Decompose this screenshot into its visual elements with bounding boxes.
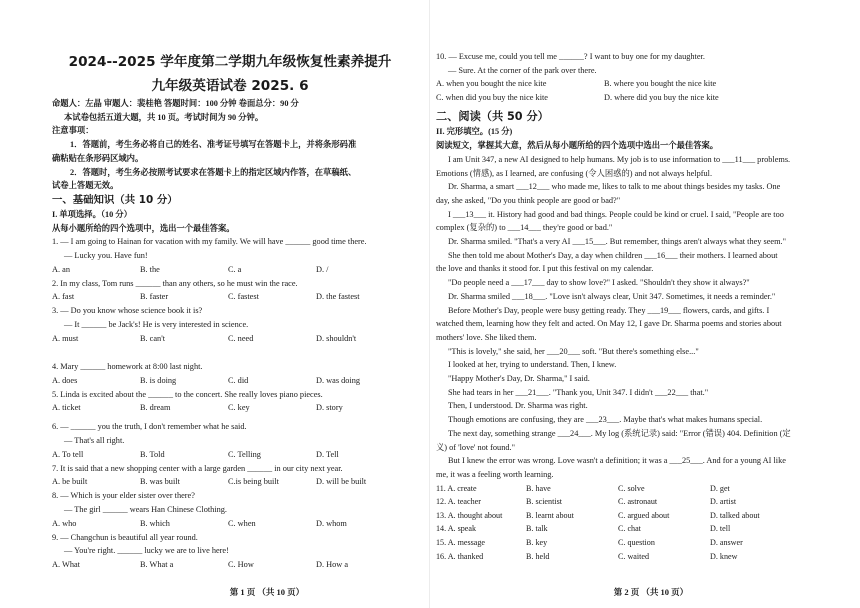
passage-line: She had tears in her ___21___. "Thank you, Unit 347. I didn't ___22___ that." — [448, 387, 709, 397]
question-4-options — [52, 374, 408, 388]
passage-line: mothers' love. She liked them. — [436, 332, 537, 342]
cloze-option-cell: C. argued about — [618, 510, 670, 520]
notice-2a: 2．答题时，考生务必按照考试要求在答题卡上的指定区域内作答，在草稿纸、 — [70, 167, 357, 177]
part-2-heading: II. 完形填空。(15 分) — [436, 127, 513, 137]
question-3-option-d: D. shouldn't — [316, 333, 357, 343]
part-2-instructions: 阅读短文，掌握其大意，然后从每小题所给的四个选项中选出一个最佳答案。 — [436, 141, 719, 151]
q10-options — [436, 77, 832, 91]
exam-title: 2024--2025 学年度第二学期九年级恢复性素养提升 — [68, 54, 392, 70]
question-4-option-d: D. was doing — [316, 375, 361, 385]
cloze-option-cell: 16. A. thanked — [436, 551, 484, 561]
exam-meta: 命题人：左晶 审题人：裴桂艳 答题时间：100 分钟 卷面总分：90 分 — [52, 99, 299, 108]
q10-option-c: C. when did you buy the nice kite — [436, 93, 548, 103]
question-9-line: — You're right. ______ lucky we are to live here! — [64, 546, 229, 556]
question-5-line: 5. Linda is excited about the ______ to the concert. She really loves piano pieces. — [52, 389, 323, 399]
question-2-option-b: B. faster — [140, 292, 169, 302]
section-1-heading: 一、基础知识（共 10 分） — [52, 193, 178, 206]
question-5-option-c: C. key — [228, 403, 250, 413]
question-9-line: 9. — Changchun is beautiful all year round. — [52, 532, 198, 542]
cloze-option-cell: C. solve — [618, 483, 645, 493]
question-2-option-a: A. fast — [52, 292, 75, 302]
question-3-option-c: C. need — [228, 333, 254, 343]
cloze-option-cell: B. have — [526, 483, 551, 493]
passage-line: 义) of 'love' not found." — [436, 442, 515, 452]
question-1-option-c: C. a — [228, 264, 242, 274]
question-1-options — [52, 263, 408, 277]
question-5-option-a: A. ticket — [52, 403, 81, 413]
passage-line: "Happy Mother's Day, Dr. Sharma," I said. — [448, 374, 590, 384]
question-4-option-b: B. is doing — [140, 375, 177, 385]
part-1-heading: I. 单项选择。（10 分） — [52, 209, 132, 219]
q10-option-b: B. where you bought the nice kite — [604, 79, 717, 89]
question-7-option-c: C.is being built — [228, 477, 279, 487]
question-7-line: 7. It is said that a new shopping center with a large garden ______ in our city next year. — [52, 463, 343, 473]
q10-options-2 — [436, 91, 832, 105]
notice-2b: 试卷上答题无效。 — [52, 181, 119, 191]
passage-line: Dr. Sharma smiled. "That's a very AI ___15___. But remember, things aren't always what they seem." — [448, 237, 787, 247]
question-8-option-d: D. whom — [316, 518, 347, 528]
question-9-option-d: D. How a — [316, 560, 349, 570]
question-3-option-b: B. can't — [140, 333, 165, 343]
question-6-option-c: C. Telling — [228, 449, 261, 459]
question-5-option-d: D. story — [316, 403, 343, 413]
cloze-option-cell: B. key — [526, 538, 548, 548]
page-2-footer: 第 2 页 （共 10 页） — [613, 587, 689, 597]
cloze-option-cell: D. get — [710, 483, 730, 493]
question-8-option-a: A. who — [52, 518, 77, 528]
question-9-options — [52, 558, 408, 572]
passage-line: the love and thanks it stood for. I put this festival on my calendar. — [436, 264, 654, 274]
cloze-option-cell: 13. A. thought about — [436, 510, 503, 520]
notice-1b: 确粘贴在条形码区域内。 — [52, 153, 144, 163]
cloze-passage — [436, 153, 832, 482]
cloze-option-cell: D. talked about — [710, 510, 760, 520]
question-3-option-a: A. must — [52, 333, 79, 343]
question-7-option-b: B. was built — [140, 477, 180, 487]
passage-line: Then, I understood. Dr. Sharma was right. — [448, 401, 588, 411]
question-9-option-b: B. What a — [140, 560, 174, 570]
passage-line: But I knew the error was wrong. Love wasn't a definition; it was a ___25___. And for a young AI like — [448, 456, 786, 466]
question-4-option-a: A. does — [52, 375, 78, 385]
q10-line-2: — Sure. At the corner of the park over there. — [448, 65, 597, 75]
page-1-footer: 第 1 页 （共 10 页） — [229, 587, 305, 597]
question-6-line: 6. — ______ you the truth, I don't remember what he said. — [52, 422, 247, 432]
cloze-options-table — [436, 482, 832, 564]
question-6-option-b: B. Told — [140, 449, 165, 459]
passage-line: me, it was a feeling worth learning. — [436, 469, 554, 479]
passage-line: She then told me about Mother's Day, a day when children ___16___ their mothers. I learned about — [448, 250, 778, 260]
question-1-line: 1. — I am going to Hainan for vacation with my family. We will have ______ good time there. — [52, 237, 367, 247]
cloze-option-cell: B. talk — [526, 524, 548, 534]
cloze-option-cell: 15. A. message — [436, 538, 486, 548]
question-7-options — [52, 475, 408, 489]
cloze-option-cell: 14. A. speak — [436, 524, 477, 534]
cloze-option-cell: 11. A. create — [436, 483, 477, 493]
question-1-option-b: B. the — [140, 264, 160, 274]
passage-line: Before Mother's Day, people were busy getting ready. They ___19___ flowers, cards, and gifts. I — [448, 305, 770, 315]
question-4-line: 4. Mary ______ homework at 8:00 last night. — [52, 361, 203, 371]
question-8-options — [52, 517, 408, 531]
question-2-option-d: D. the fastest — [316, 292, 360, 302]
cloze-option-cell: C. question — [618, 538, 655, 548]
q10-line-1: 10. — Excuse me, could you tell me ______? I want to buy one for my daughter. — [436, 52, 705, 61]
question-2-options — [52, 290, 408, 304]
cloze-option-cell: D. answer — [710, 538, 743, 548]
cloze-option-cell: C. chat — [618, 524, 641, 534]
question-7-option-d: D. will be built — [316, 477, 367, 487]
passage-line: I am Unit 347, a new AI designed to help humans. My job is to use information to ___11___ problems. — [448, 154, 791, 164]
cloze-option-cell: C. waited — [618, 551, 650, 561]
question-4-option-c: C. did — [228, 375, 249, 385]
passage-line: watched them, learning how they felt and acted. On May 12, I gave Dr. Sharma poems and stories about — [436, 319, 782, 329]
question-6-options — [52, 448, 408, 462]
question-1-option-d: D. / — [316, 264, 329, 274]
cloze-option-cell: C. astronaut — [618, 497, 658, 507]
exam-subtitle: 九年级英语试卷 2025. 6 — [151, 78, 309, 94]
exam-meta-2: 本试卷包括五道大题，共 10 页。考试时间为 90 分钟。 — [64, 112, 264, 122]
cloze-option-cell: B. held — [526, 551, 550, 561]
question-2-line: 2. In my class, Tom runs ______ than any others, so he must win the race. — [52, 278, 298, 288]
question-1-line: — Lucky you. Have fun! — [64, 251, 148, 261]
question-1-option-a: A. an — [52, 264, 70, 274]
exam-page-2 — [430, 0, 860, 608]
passage-line: "Do people need a ___17___ day to show love?" I asked. "Shouldn't they show it always?" — [448, 278, 750, 288]
question-8-line: 8. — Which is your elder sister over there? — [52, 491, 195, 501]
question-6-line: — That's all right. — [64, 435, 125, 445]
cloze-option-cell: 12. A. teacher — [436, 497, 481, 507]
question-5-option-b: B. dream — [140, 403, 171, 413]
passage-line: I looked at her, trying to understand. Then, I knew. — [448, 360, 617, 370]
section-2-heading: 二、阅读（共 50 分） — [436, 110, 549, 124]
question-3-options — [52, 332, 408, 346]
question-3-line: 3. — Do you know whose science book it is? — [52, 306, 203, 316]
passage-line: Dr. Sharma smiled ___18___. "Love isn't always clear, Unit 347. Sometimes, it needs a reminder." — [448, 291, 776, 301]
cloze-option-cell: D. tell — [710, 524, 731, 534]
question-7-option-a: A. be built — [52, 477, 88, 487]
passage-line: The next day, something strange ___24___. My log (系统记录) said: "Error (错误) 404. Definition (定 — [448, 428, 791, 438]
passage-line: complex (复杂的) to ___14___ they're good or bad." — [436, 223, 613, 233]
question-8-option-b: B. which — [140, 518, 170, 528]
question-3-line: — It ______ be Jack's! He is very interested in science. — [64, 320, 249, 330]
passage-line: Though emotions are confusing, they are ___23___. Maybe that's what makes humans special. — [448, 415, 763, 425]
question-6-option-d: D. Tell — [316, 449, 339, 459]
passage-line: Emotions (情感), as I learned, are confusing (令人困惑的) and not always helpful. — [436, 168, 713, 178]
part-1-instructions: 从每小题所给的四个选项中，选出一个最佳答案。 — [52, 223, 235, 233]
cloze-option-cell: B. learnt about — [526, 510, 574, 520]
cloze-option-cell: D. artist — [710, 497, 737, 507]
q10-option-a: A. when you bought the nice kite — [436, 79, 547, 89]
question-5-options — [52, 401, 408, 415]
question-8-option-c: C. when — [228, 518, 256, 528]
question-list — [52, 235, 408, 572]
question-6-option-a: A. To tell — [52, 449, 84, 459]
q10-option-d: D. where did you buy the nice kite — [604, 93, 719, 103]
question-9-option-c: C. How — [228, 560, 254, 570]
notice-1a: 1．答题前，考生务必将自己的姓名、准考证号填写在答题卡上，并将条形码准 — [70, 140, 357, 150]
passage-line: I ___13___ it. History had good and bad things. People could be kind or cruel. I said, "People are too — [448, 209, 784, 219]
cloze-option-cell: D. knew — [710, 551, 738, 561]
passage-line: "This is lovely," she said, her ___20___ soft. "But there's something else..." — [448, 346, 699, 356]
passage-line: Dr. Sharma, a smart ___12___ who made me, likes to talk to me about things besides my tasks. One — [448, 182, 781, 192]
notice-title: 注意事项： — [52, 126, 94, 136]
passage-line: day, she asked, "Do you think people are good or bad?" — [436, 195, 621, 205]
question-2-option-c: C. fastest — [228, 292, 259, 302]
question-8-line: — The girl ______ wears Han Chinese Clothing. — [64, 505, 227, 515]
question-9-option-a: A. What — [52, 560, 80, 570]
cloze-option-cell: B. scientist — [526, 497, 562, 507]
